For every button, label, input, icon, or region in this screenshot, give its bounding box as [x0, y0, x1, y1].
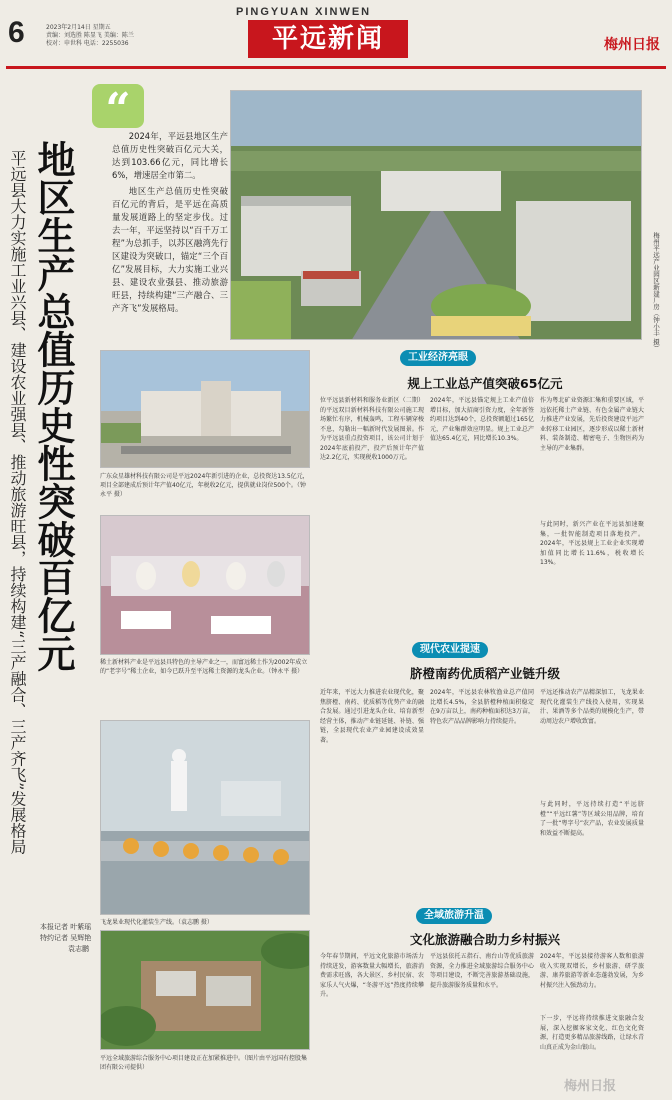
- factory-photo-caption: 飞龙果业现代化灌装生产线。（袁志鹏 摄）: [100, 919, 213, 926]
- industrial-park-photo: [230, 90, 642, 340]
- section-head-agriculture: 现代农业提速: [412, 642, 488, 658]
- exhibit-photo-caption: 稀土新材料产业是平远县具特色的主导产业之一，而富远稀土作为2002年成立的“老字号”稀土企业，如今已跃升至平远稀土资源的龙头企业。（钟永平 摄）: [100, 659, 308, 675]
- text-column: 2024年，平远县锚定规上工业产值倍增目标，加大招商引资力度，全年新签约项目达到40个，总投资额超过165亿元，产业集群效应明显。规上工业总产值达65.4亿元，同比增长10.3%。: [430, 397, 534, 442]
- byline: [40, 922, 102, 955]
- issue-meta: [46, 24, 226, 48]
- quote-icon: “: [92, 84, 144, 128]
- section-title-agriculture: 脐橙南药优质稻产业链升级: [409, 666, 560, 681]
- byline-line: 特约记者 吴辉艳: [40, 934, 92, 942]
- lead-paragraph: 2024年，平远县地区生产总值历史性突破百亿元大关，达到103.66亿元，同比增长6%，增速居全市第二。: [112, 131, 228, 180]
- text-column: 2024年，平远县接待游客人数和旅游收入实现双增长，乡村旅游、研学旅游、康养旅游等新业态蓬勃发展，为乡村振兴注入强劲动力。: [540, 953, 644, 989]
- company-photo: [100, 350, 310, 468]
- section-head-industry: 工业经济亮眼: [400, 350, 476, 366]
- main-headline: 地区生产总值历史性突破百亿元: [31, 140, 76, 672]
- text-column: 作为粤北矿业资源汇集和重要区域，平远依托稀土产业链、有色金属产业链大力推进产业发展，先后投资建设平远产业转移工业园区，逐步形成以稀土新材料、装备制造、精密电子、生物医药为主导的产业集群。: [540, 397, 644, 452]
- meta-line: 2023年2月14日 星期五: [46, 24, 111, 31]
- pinyin-header: PINGYUAN XINWEN: [236, 6, 372, 18]
- exhibit-photo: [100, 515, 310, 655]
- factory-image: [101, 721, 310, 915]
- resort-photo-caption: 平远全域旅游综合服务中心项目建设正在加紧推进中。（图片由平远国有控股集团有限公司提供）: [100, 1055, 308, 1071]
- sub-headline: 平远县大力实施工业兴县、建设农业强县、推动旅游旺县，持续构建“三产融合、三产齐飞”发展格局: [8, 150, 27, 855]
- text-column: 与此同时，新兴产业在平远县加速聚集，一批智能制造项目落地投产。2024年，平远县规上工业企业实现增加值同比增长11.6%，税收增长13%。: [540, 521, 644, 566]
- resort-photo: [100, 930, 310, 1050]
- text-column: 今年春节期间，平远文化旅游市场活力持续迸发，游客数量大幅增长，旅游消费需求旺盛，各大景区、乡村民宿、农家乐人气火爆，“冬游平远”热度持续攀升。: [320, 953, 424, 998]
- section-head-tourism: 全域旅游升温: [416, 908, 492, 924]
- text-column: 2024年，平远县农林牧渔业总产值同比增长4.5%，全县脐橙种植面积稳定在9万亩以上，南药种植面积达3万亩，特色农产品品牌影响力持续提升。: [430, 689, 534, 725]
- meta-line: 校对：申世科 电话：2255036: [46, 40, 129, 47]
- company-photo-caption: 广东众星雄材科技有限公司是平远2024年新引进的企业，总投资达13.5亿元，项目全部建成后预计年产值40亿元，年税收2亿元，提供就业岗位500个。（钟永平 摄）: [100, 473, 309, 498]
- header-rule: [6, 66, 666, 69]
- meta-line: 责编：刘选胜 陈显飞 美编：陈兰: [46, 32, 134, 39]
- byline-line: 本报记者 叶紫瑶: [40, 923, 92, 931]
- byline-line: 袁志鹏: [68, 945, 89, 953]
- watermark: 梅州日报: [564, 1079, 617, 1094]
- lead-paragraphs: [112, 130, 228, 315]
- company-image: [101, 351, 310, 468]
- text-column: 位平远县新材料和服务业新区（二期）的平远双目新材料科技有限公司施工现场繁忙有序，机械轰鸣，工程车辆穿梭不息，勾勒出一幅新时代发展图景。作为平远县重点投资项目，该公司计划于2024年底前投产，投产后预计年产值达2.2亿元，实现税收1000万元。: [320, 397, 424, 461]
- factory-photo: [100, 720, 310, 915]
- text-column: 平远县依托五指石、南台山等优质旅游资源，全力推进全域旅游综合服务中心等项目建设，不断完善旅游基础设施，提升旅游服务质量和水平。: [430, 953, 534, 989]
- exhibit-image: [101, 516, 310, 655]
- section-title-industry: 规上工业总产值突破65亿元: [407, 376, 563, 391]
- lead-paragraph: 地区生产总值历史性突破百亿元的背后，是平远在高质量发展道路上的坚定步伐。过去一年，平远坚持以“百千万工程”为总抓手，以苏区融湾先行区建设为突破口，锚定“三个百亿”发展目标，大力实施工业兴县、建设农业强县、推动旅游旺县，持续构建“三产融合、三产齐飞”发展格局。: [112, 186, 228, 313]
- section-title: 平远新闻: [248, 20, 408, 58]
- page-number: 6: [8, 16, 25, 49]
- text-column: 下一步，平远将持续推进文旅融合发展，深入挖掘客家文化、红色文化资源，打造更多精品旅游线路，让绿水青山真正成为金山银山。: [540, 1015, 644, 1051]
- resort-image: [101, 931, 310, 1050]
- text-column: 近年来，平远大力推进农业现代化，聚焦脐橙、南药、优质稻等优势产业的融合发展。通过引进龙头企业、培育新型经营主体，推动产业链延链、补链、强链，全县现代农业产业园建设成效显著。: [320, 689, 424, 744]
- industrial-park-image: [231, 91, 642, 340]
- text-column: 与此同时，平远持续打造“平远脐橙”“平远红薯”等区域公用品牌，培育了一批“粤字号”农产品，农业发展质量和效益不断提高。: [540, 801, 644, 837]
- park-photo-caption: 梅州平远产业园区新建厂房（钟小丰 摄）: [652, 232, 660, 352]
- text-column: 平远还推动农产品精深加工，飞龙果业现代化灌装生产线投入使用，实现果汁、果酒等多个品类的规模化生产，带动周边农户增收致富。: [540, 689, 644, 725]
- paper-logo: 梅州日报: [604, 37, 660, 53]
- section-title-tourism: 文化旅游融合助力乡村振兴: [409, 932, 560, 947]
